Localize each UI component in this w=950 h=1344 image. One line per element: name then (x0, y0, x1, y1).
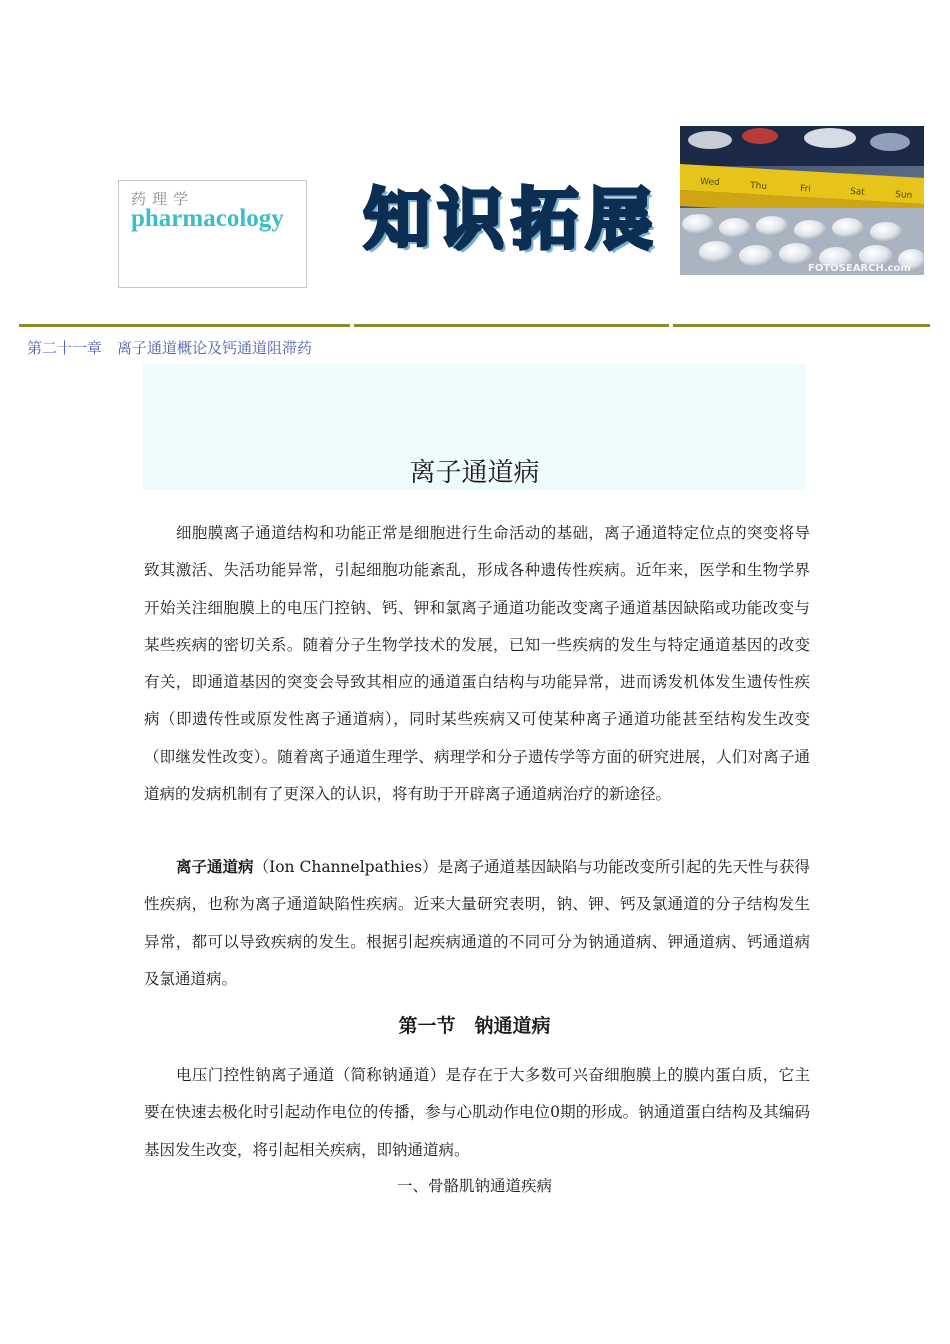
subsection-heading: 一、骨骼肌钠通道疾病 (396, 1177, 552, 1195)
strip-text: Wed (699, 177, 720, 189)
intro-paragraph: 细胞膜离子通道结构和功能正常是细胞进行生命活动的基础，离子通道特定位点的突变将导致其激活、失活功能异常，引起细胞功能紊乱，形成各种遗传性疾病。近年来，医学和生物学界开始关注细胞膜上的电压门控钠、钙、钾和氯离子通道功能改变离子通道基因缺陷或功能改变与某些疾病的密切关系。随着分子生物学技术的发展，已知一些疾病的发生与特定通道基因的改变有关，即通道基因的突变会导致其相应的通道蛋白结构与功能异常，进而诱发机体发生遗传性疾病（即遗传性或原发性离子通道病），同时某些疾病又可使某种离子通道功能甚至结构发生改变（即继发性改变）。随着离子通道生理学、病理学和分子遗传学等方面的研究进展，人们对离子通道病的发病机制有了更深入的认识，将有助于开辟离子通道病治疗的新途径。 (144, 524, 810, 804)
title-band (143, 364, 806, 490)
header-rule-right (673, 324, 930, 327)
header-rule-middle (354, 324, 669, 327)
strip-text: Fri (799, 184, 812, 195)
knowledge-extension-banner (364, 180, 664, 260)
strip-text: Thu (749, 181, 768, 192)
photo-watermark: FOTOSEARCH.com (808, 263, 911, 274)
banner-char: 拓 (512, 181, 578, 258)
definition-text: （Ion Channelpathies）是离子通道基因缺陷与功能改变所引起的先天性与获得性疾病，也称为离子通道缺陷性疾病。近来大量研究表明，钠、钾、钙及氯通道的分子结构发生异常，都可以导致疾病的发生。根据引起疾病通道的不同可分为钠通道病、钾通道病、钙通道病及氯通道病。 (144, 858, 810, 988)
page-title: 离子通道病 (409, 458, 540, 488)
section-paragraph: 电压门控性钠离子通道（简称钠通道）是存在于大多数可兴奋细胞膜上的膜内蛋白质，它主要在快速去极化时引起动作电位的传播，参与心肌动作电位0期的形成。钠通道蛋白结构及其编码基因发生改变，将引起相关疾病，即钠通道病。 (144, 1066, 810, 1159)
logo-subtitle: 药理学 (131, 190, 195, 208)
strip-text: Sun (894, 190, 913, 201)
banner-char: 知 (364, 181, 430, 258)
pharmacology-logo-box (118, 180, 307, 288)
chapter-link[interactable]: 第二十一章 离子通道概论及钙通道阻滞药 (27, 339, 313, 357)
definition-paragraph (144, 848, 810, 998)
pills-photo (680, 126, 924, 275)
header-rule-left (19, 324, 350, 327)
strip-text: Sat (849, 187, 866, 198)
section-heading: 第一节 钠通道病 (398, 1015, 551, 1037)
logo-title: pharmacology (131, 205, 284, 232)
pills-photo-illustration (680, 126, 924, 275)
banner-char: 展 (586, 181, 652, 258)
definition-term: 离子通道病 (176, 857, 254, 876)
banner-char: 识 (438, 181, 504, 258)
